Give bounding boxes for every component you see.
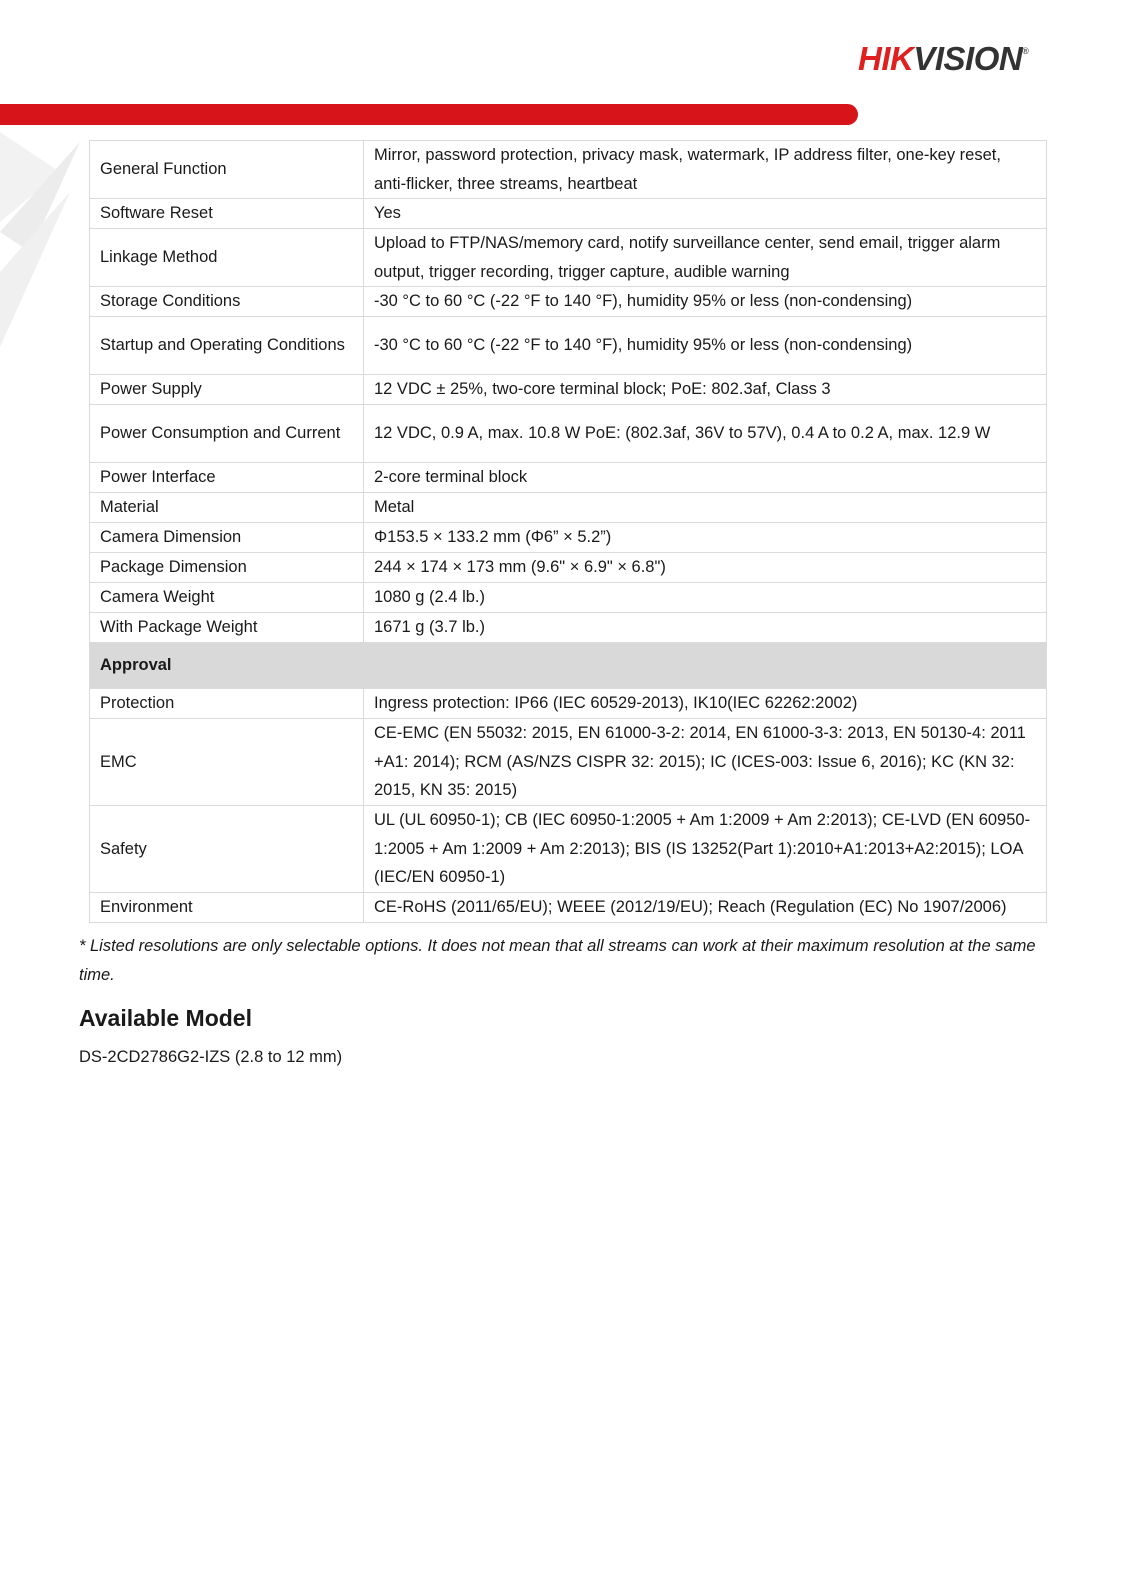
spec-key: Package Dimension [90,553,364,583]
table-row [90,893,1047,923]
table-row [90,463,1047,493]
spec-key: Environment [90,893,364,923]
table-row [90,553,1047,583]
table-row [90,405,1047,463]
spec-key: Protection [90,689,364,719]
spec-table [89,140,1047,923]
spec-value: CE-EMC (EN 55032: 2015, EN 61000-3-2: 2014, EN 61000-3-3: 2013, EN 50130-4: 2011 +A1: 2014); RCM (AS/NZS CISPR 32: 2015); IC (ICES-003: Issue 6, 2016); KC (KN 32: 2015, KN 35: 2015) [364,719,1047,806]
spec-value: 2-core terminal block [364,463,1047,493]
table-row [90,375,1047,405]
spec-value: -30 °C to 60 °C (-22 °F to 140 °F), humidity 95% or less (non-condensing) [364,287,1047,317]
spec-key: Camera Dimension [90,523,364,553]
table-row [90,583,1047,613]
footnote: * Listed resolutions are only selectable options. It does not mean that all streams can work at their maximum resolution at the same time. [79,937,1036,984]
spec-key: Storage Conditions [90,287,364,317]
spec-value: 244 × 174 × 173 mm (9.6" × 6.9" × 6.8") [364,553,1047,583]
spec-key: Safety [90,806,364,893]
spec-value: UL (UL 60950-1); CB (IEC 60950-1:2005 + Am 1:2009 + Am 2:2013); CE-LVD (EN 60950-1:2005 + Am 1:2009 + Am 2:2013); BIS (IS 13252(Part 1):2010+A1:2013+A2:2015); LOA (IEC/EN 60950-1) [364,806,1047,893]
table-row [90,493,1047,523]
spec-key: Power Interface [90,463,364,493]
section-title: Approval [90,643,1047,689]
hikvision-logo: HIKVISION® [858,40,1029,77]
model-name: DS-2CD2786G2-IZS (2.8 to 12 mm) [79,1048,343,1066]
table-row [90,689,1047,719]
spec-value: Yes [364,199,1047,229]
spec-key: Startup and Operating Conditions [90,317,364,375]
spec-value: CE-RoHS (2011/65/EU); WEEE (2012/19/EU); Reach (Regulation (EC) No 1907/2006) [364,893,1047,923]
spec-key: Material [90,493,364,523]
spec-value: 1671 g (3.7 lb.) [364,613,1047,643]
spec-value: 12 VDC, 0.9 A, max. 10.8 W PoE: (802.3af, 36V to 57V), 0.4 A to 0.2 A, max. 12.9 W [364,405,1047,463]
spec-key: With Package Weight [90,613,364,643]
table-row [90,806,1047,893]
table-row [90,199,1047,229]
spec-value: 12 VDC ± 25%, two-core terminal block; PoE: 802.3af, Class 3 [364,375,1047,405]
section-header-row [90,643,1047,689]
header-red-bar [0,104,858,125]
spec-value: Ingress protection: IP66 (IEC 60529-2013), IK10(IEC 62262:2002) [364,689,1047,719]
watermark-graphic [0,132,90,347]
spec-value: Upload to FTP/NAS/memory card, notify surveillance center, send email, trigger alarm output, trigger recording, trigger capture, audible warning [364,229,1047,287]
table-row [90,613,1047,643]
spec-value: Mirror, password protection, privacy mask, watermark, IP address filter, one-key reset, anti-flicker, three streams, heartbeat [364,141,1047,199]
available-model-heading: Available Model [79,1005,252,1031]
spec-key: Camera Weight [90,583,364,613]
spec-key: Power Supply [90,375,364,405]
spec-value: Metal [364,493,1047,523]
table-row [90,317,1047,375]
spec-key: Linkage Method [90,229,364,287]
spec-key: EMC [90,719,364,806]
table-row [90,523,1047,553]
spec-value: Φ153.5 × 133.2 mm (Φ6” × 5.2”) [364,523,1047,553]
table-row [90,141,1047,199]
table-row [90,719,1047,806]
spec-key: General Function [90,141,364,199]
spec-key: Power Consumption and Current [90,405,364,463]
spec-value: 1080 g (2.4 lb.) [364,583,1047,613]
spec-key: Software Reset [90,199,364,229]
table-row [90,287,1047,317]
spec-value: -30 °C to 60 °C (-22 °F to 140 °F), humidity 95% or less (non-condensing) [364,317,1047,375]
table-row [90,229,1047,287]
